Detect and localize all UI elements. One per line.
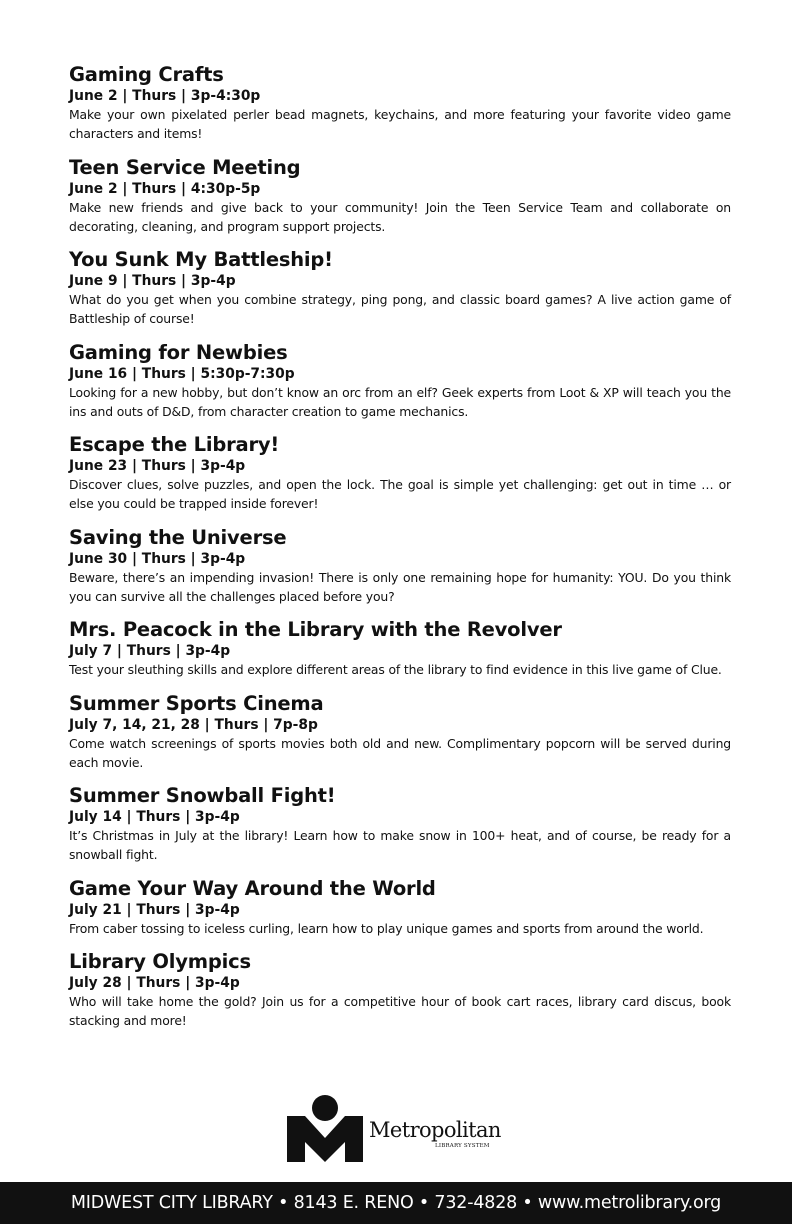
event-description: Test your sleuthing skills and explore different areas of the library to find evidence in this live game of Clue.	[69, 662, 722, 677]
event-datetime: June 2 | Thurs | 3p-4:30p	[69, 88, 261, 104]
event-description: Make new friends and give back to your community! Join the Teen Service Team and collaborate on decorating, cleaning, and program support projects.	[69, 199, 731, 234]
event-item	[69, 432, 731, 513]
event-title: You Sunk My Battleship!	[69, 248, 333, 271]
event-item	[69, 155, 731, 236]
event-title: Saving the Universe	[69, 525, 287, 549]
event-datetime: July 7, 14, 21, 28 | Thurs | 7p-8p	[69, 716, 318, 733]
event-title: Game Your Way Around the World	[69, 876, 436, 900]
metropolitan-library-logo-icon	[285, 1094, 365, 1164]
event-datetime: June 23 | Thurs | 3p-4p	[69, 458, 246, 474]
event-title: Gaming Crafts	[69, 63, 224, 86]
event-item	[69, 949, 731, 1030]
event-item	[69, 691, 731, 772]
event-title: Library Olympics	[69, 950, 251, 973]
event-list	[69, 62, 731, 1042]
metropolitan-logo	[285, 1094, 525, 1164]
event-item	[69, 340, 731, 421]
event-description: It’s Christmas in July at the library! Learn how to make snow in 100+ heat, and of course, be ready for a snowball fight.	[69, 828, 731, 862]
footer-bar	[0, 1182, 792, 1224]
event-datetime: July 21 | Thurs | 3p-4p	[69, 901, 240, 918]
event-title: Gaming for Newbies	[69, 340, 288, 364]
event-datetime: June 9 | Thurs | 3p-4p	[69, 273, 236, 289]
event-item	[69, 783, 731, 864]
event-description: What do you get when you combine strategy, ping pong, and classic board games? A live action game of Battleship of course!	[69, 292, 731, 326]
event-description: Come watch screenings of sports movies both old and new. Complimentary popcorn will be served during each movie.	[69, 735, 731, 770]
event-item	[69, 876, 731, 938]
event-datetime: June 2 | Thurs | 4:30p-5p	[69, 180, 261, 197]
event-datetime: July 7 | Thurs | 3p-4p	[69, 643, 231, 659]
event-title: Escape the Library!	[69, 433, 280, 456]
event-description: Discover clues, solve puzzles, and open the lock. The goal is simple yet challenging: get out in time … or else you could be trapped inside forever!	[69, 477, 731, 511]
event-item	[69, 247, 731, 328]
event-item	[69, 525, 731, 606]
event-description: From caber tossing to iceless curling, learn how to play unique games and sports from around the world.	[69, 920, 704, 936]
event-description: Who will take home the gold? Join us for a competitive hour of book cart races, library card discus, book stacking and more!	[69, 994, 731, 1028]
footer-text: MIDWEST CITY LIBRARY • 8143 E. RENO • 732-4828 • www.metrolibrary.org	[70, 1193, 722, 1213]
event-title: Summer Snowball Fight!	[69, 784, 336, 807]
event-datetime: July 28 | Thurs | 3p-4p	[69, 975, 240, 991]
logo-subtitle: LIBRARY SYSTEM	[435, 1143, 490, 1149]
event-description: Beware, there’s an impending invasion! There is only one remaining hope for humanity: YOU. Do you think you can survive all the challenges placed before you?	[69, 569, 731, 604]
event-title: Summer Sports Cinema	[69, 691, 324, 715]
event-datetime: July 14 | Thurs | 3p-4p	[69, 809, 240, 825]
event-item	[69, 617, 731, 679]
event-datetime: June 16 | Thurs | 5:30p-7:30p	[69, 365, 295, 382]
event-description: Looking for a new hobby, but don’t know an orc from an elf? Geek experts from Loot & XP will teach you the ins and outs of D&D, from character creation to game mechanics.	[69, 384, 731, 419]
event-title: Teen Service Meeting	[69, 155, 301, 179]
event-datetime: June 30 | Thurs | 3p-4p	[69, 550, 246, 567]
logo-wordmark: Metropolitan	[369, 1118, 501, 1142]
event-item	[69, 62, 731, 143]
event-title: Mrs. Peacock in the Library with the Revolver	[69, 618, 562, 641]
event-description: Make your own pixelated perler bead magnets, keychains, and more featuring your favorite video game characters and items!	[69, 107, 731, 141]
